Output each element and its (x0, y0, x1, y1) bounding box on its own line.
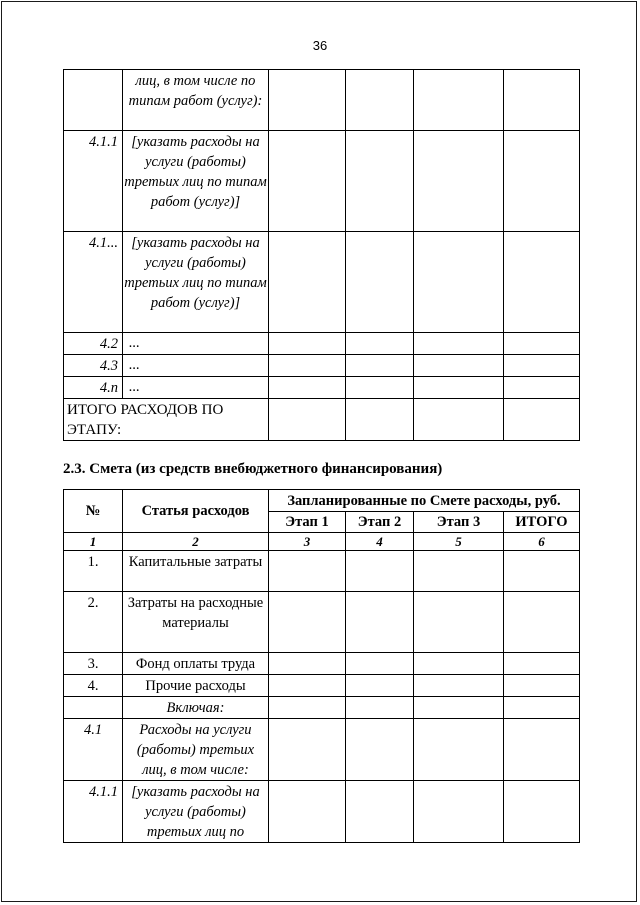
row-number (64, 70, 123, 131)
table-row (64, 377, 580, 399)
header-total: ИТОГО (504, 512, 580, 533)
stage2-cell (346, 592, 414, 653)
table-row (64, 551, 580, 592)
stage3-cell (414, 551, 504, 592)
stage2-cell (346, 355, 414, 377)
stage3-cell (414, 592, 504, 653)
stage1-cell (269, 232, 346, 333)
total-cell (504, 781, 580, 843)
stage1-cell (269, 70, 346, 131)
page-number: 36 (312, 38, 328, 53)
stage1-cell (269, 131, 346, 232)
header-row (64, 490, 580, 512)
table-row (64, 781, 580, 843)
total-cell (504, 355, 580, 377)
total-row (64, 399, 580, 441)
total-cell (504, 551, 580, 592)
row-number: 4. (64, 675, 123, 697)
column-number: 1 (64, 533, 123, 551)
stage2-cell (346, 131, 414, 232)
expense-article: [указать расходы на услуги (работы) третьих лиц по типам работ (услуг)] (123, 131, 269, 232)
column-number: 5 (414, 533, 504, 551)
total-cell (504, 70, 580, 131)
expense-article: Прочие расходы (123, 675, 269, 697)
stage3-cell (414, 675, 504, 697)
expense-article: Капитальные затраты (123, 551, 269, 592)
budget-table-continued (63, 69, 580, 441)
row-number: 4.1 (64, 719, 123, 781)
total-cell (504, 377, 580, 399)
stage2-cell (346, 377, 414, 399)
total-label: ИТОГО РАСХОДОВ ПО ЭТАПУ: (64, 399, 269, 441)
stage2-cell (346, 781, 414, 843)
row-number: 4.2 (64, 333, 123, 355)
column-number: 4 (346, 533, 414, 551)
stage1-cell (269, 653, 346, 675)
stage3-cell (414, 131, 504, 232)
stage2-cell (346, 551, 414, 592)
column-number: 6 (504, 533, 580, 551)
header-article: Статья расходов (123, 490, 269, 533)
stage1-cell (269, 719, 346, 781)
total-cell (504, 719, 580, 781)
expense-article: ... (123, 333, 269, 355)
total-cell (504, 592, 580, 653)
header-stage3: Этап 3 (414, 512, 504, 533)
total-cell (504, 232, 580, 333)
row-number: 4.1.1 (64, 781, 123, 843)
table-row (64, 70, 580, 131)
stage3-total (414, 399, 504, 441)
expense-article: [указать расходы на услуги (работы) третьих лиц по типам работ (услуг)] (123, 232, 269, 333)
column-numbers-row (64, 533, 580, 551)
table-row (64, 232, 580, 333)
column-number: 3 (269, 533, 346, 551)
expense-article: лиц, в том числе по типам работ (услуг): (123, 70, 269, 131)
table-row (64, 675, 580, 697)
table-row (64, 131, 580, 232)
row-number: 4.3 (64, 355, 123, 377)
total-cell (504, 697, 580, 719)
including-label: Включая: (123, 697, 269, 719)
total-cell (504, 333, 580, 355)
stage1-cell (269, 781, 346, 843)
table-row (64, 719, 580, 781)
stage2-cell (346, 697, 414, 719)
expense-article: Расходы на услуги (работы) третьих лиц, в том числе: (123, 719, 269, 781)
expense-article: [указать расходы на услуги (работы) третьих лиц по (123, 781, 269, 843)
row-number (64, 697, 123, 719)
total-cell (504, 131, 580, 232)
stage3-cell (414, 719, 504, 781)
budget-table-extrabudgetary (63, 489, 580, 843)
expense-article: ... (123, 355, 269, 377)
stage3-cell (414, 70, 504, 131)
stage1-cell (269, 675, 346, 697)
stage2-cell (346, 675, 414, 697)
stage1-cell (269, 333, 346, 355)
header-stage2: Этап 2 (346, 512, 414, 533)
table-row (64, 355, 580, 377)
stage2-cell (346, 719, 414, 781)
row-number: 1. (64, 551, 123, 592)
header-number: № (64, 490, 123, 533)
expense-article: Фонд оплаты труда (123, 653, 269, 675)
stage2-total (346, 399, 414, 441)
stage3-cell (414, 232, 504, 333)
stage3-cell (414, 697, 504, 719)
section-title: 2.3. Смета (из средств внебюджетного финансирования) (63, 461, 443, 477)
stage1-cell (269, 551, 346, 592)
stage1-cell (269, 592, 346, 653)
grand-total (504, 399, 580, 441)
total-cell (504, 675, 580, 697)
row-number: 2. (64, 592, 123, 653)
stage3-cell (414, 377, 504, 399)
expense-article: ... (123, 377, 269, 399)
stage2-cell (346, 653, 414, 675)
stage3-cell (414, 355, 504, 377)
stage1-cell (269, 355, 346, 377)
row-number: 3. (64, 653, 123, 675)
stage1-cell (269, 377, 346, 399)
row-number: 4.1.1 (64, 131, 123, 232)
stage2-cell (346, 232, 414, 333)
column-number: 2 (123, 533, 269, 551)
expense-article: Затраты на расходные материалы (123, 592, 269, 653)
stage1-total (269, 399, 346, 441)
row-number: 4.n (64, 377, 123, 399)
header-planned: Запланированные по Смете расходы, руб. (269, 490, 580, 512)
stage1-cell (269, 697, 346, 719)
table-row (64, 333, 580, 355)
stage3-cell (414, 781, 504, 843)
stage3-cell (414, 653, 504, 675)
table-row (64, 592, 580, 653)
stage2-cell (346, 70, 414, 131)
row-number: 4.1... (64, 232, 123, 333)
table-row (64, 697, 580, 719)
stage3-cell (414, 333, 504, 355)
stage2-cell (346, 333, 414, 355)
header-stage1: Этап 1 (269, 512, 346, 533)
total-cell (504, 653, 580, 675)
table-row (64, 653, 580, 675)
